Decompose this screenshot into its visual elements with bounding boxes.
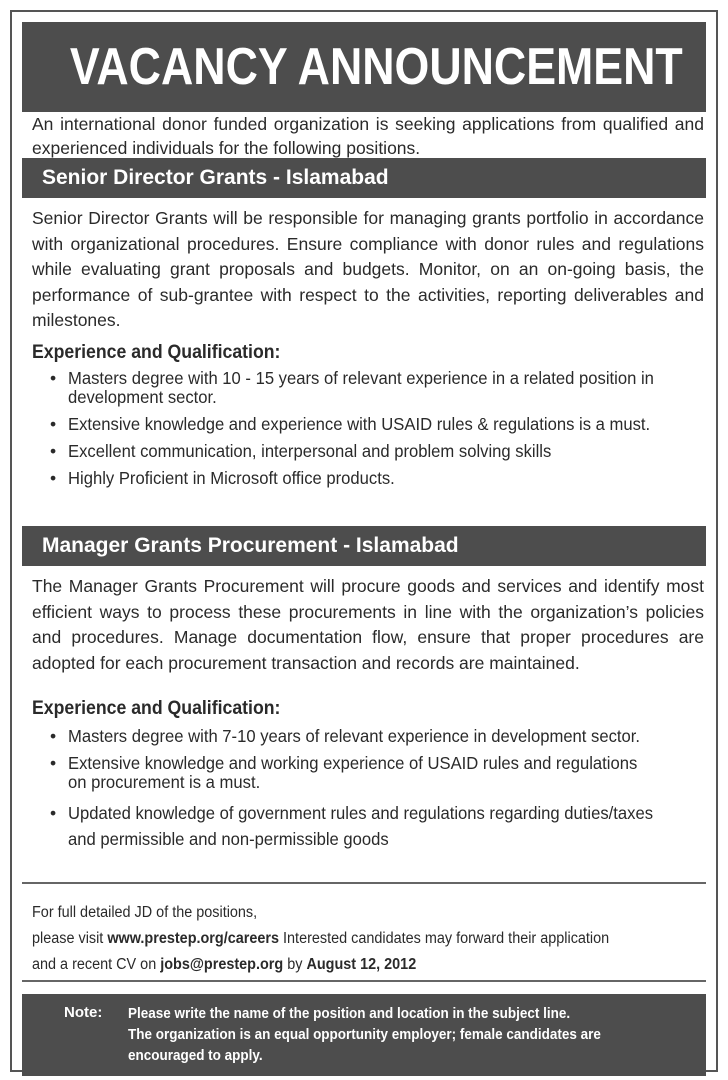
divider [22,882,706,884]
note-box [22,994,706,1076]
title-banner [22,22,706,112]
page-title: VACANCY ANNOUNCEMENT [69,38,683,96]
qualification-list-senior-director [48,369,688,496]
qualification-heading-manager-procurement: Experience and Qualification: [32,698,281,719]
bullet-icon: • [50,368,57,388]
list-item: • Excellent communication, interpersonal and problem solving skills [50,441,552,461]
bullet-icon: • [50,441,57,461]
divider [22,980,706,982]
email-link[interactable]: jobs@prestep.org [160,956,284,973]
list-item: • Masters degree with 10 - 15 years of relevant experience in a related position in development sector. [50,368,654,407]
deadline-date: August 12, 2012 [306,956,417,973]
qualification-list-manager-procurement [48,727,688,860]
intro-paragraph: An international donor funded organization is seeking applications from qualified and experienced individuals for the following positions. [32,114,704,158]
list-item: • Extensive knowledge and working experience of USAID rules and regulations on procurement is a must. [50,753,638,792]
careers-link[interactable]: www.prestep.org/careers [107,930,280,947]
position-description-senior-director: Senior Director Grants will be responsible for managing grants portfolio in accordance with organizational procedures. Ensure compliance with donor rules and regulations while evaluating grant proposals and budgets. Monitor, on an on-going basis, the performance of sub-grantee with respect to the activities, reporting deliverables and milestones. [32,208,704,330]
list-item: • Masters degree with 7-10 years of relevant experience in development sector. [50,726,641,746]
qualification-heading-senior-director: Experience and Qualification: [32,342,281,363]
position-heading-manager-procurement: Manager Grants Procurement - Islamabad [22,526,706,566]
list-item: • Highly Proficient in Microsoft office products. [50,468,395,488]
bullet-icon: • [50,414,57,434]
bullet-icon: • [50,753,57,773]
position-heading-senior-director: Senior Director Grants - Islamabad [22,158,706,198]
application-instructions [32,900,712,978]
footer-line-2: please visit www.prestep.org/careers Interested candidates may forward their application [32,930,610,947]
list-item: • Extensive knowledge and experience with USAID rules & regulations is a must. [50,414,651,434]
bullet-icon: • [50,803,57,823]
note-label: Note: [64,1004,103,1021]
footer-line-1: For full detailed JD of the positions, [32,904,258,921]
footer-line-3: and a recent CV on jobs@prestep.org by August 12, 2012 [32,956,417,973]
bullet-icon: • [50,726,57,746]
announcement-frame [10,10,718,1072]
position-description-manager-procurement: The Manager Grants Procurement will procure goods and services and identify most efficient ways to process these procurements in line with the organization’s policies and procedures. Manage documentation flow, ensure that proper procedures are adopted for each procurement transaction and records are maintained. [32,576,704,673]
list-item: • Updated knowledge of government rules and regulations regarding duties/taxes and permissible and non-permissible goods [48,800,688,852]
bullet-icon: • [50,468,57,488]
note-text: Please write the name of the position and location in the subject line. The organization is an equal opportunity employer; female candidates are encouraged to apply. [128,1006,601,1064]
